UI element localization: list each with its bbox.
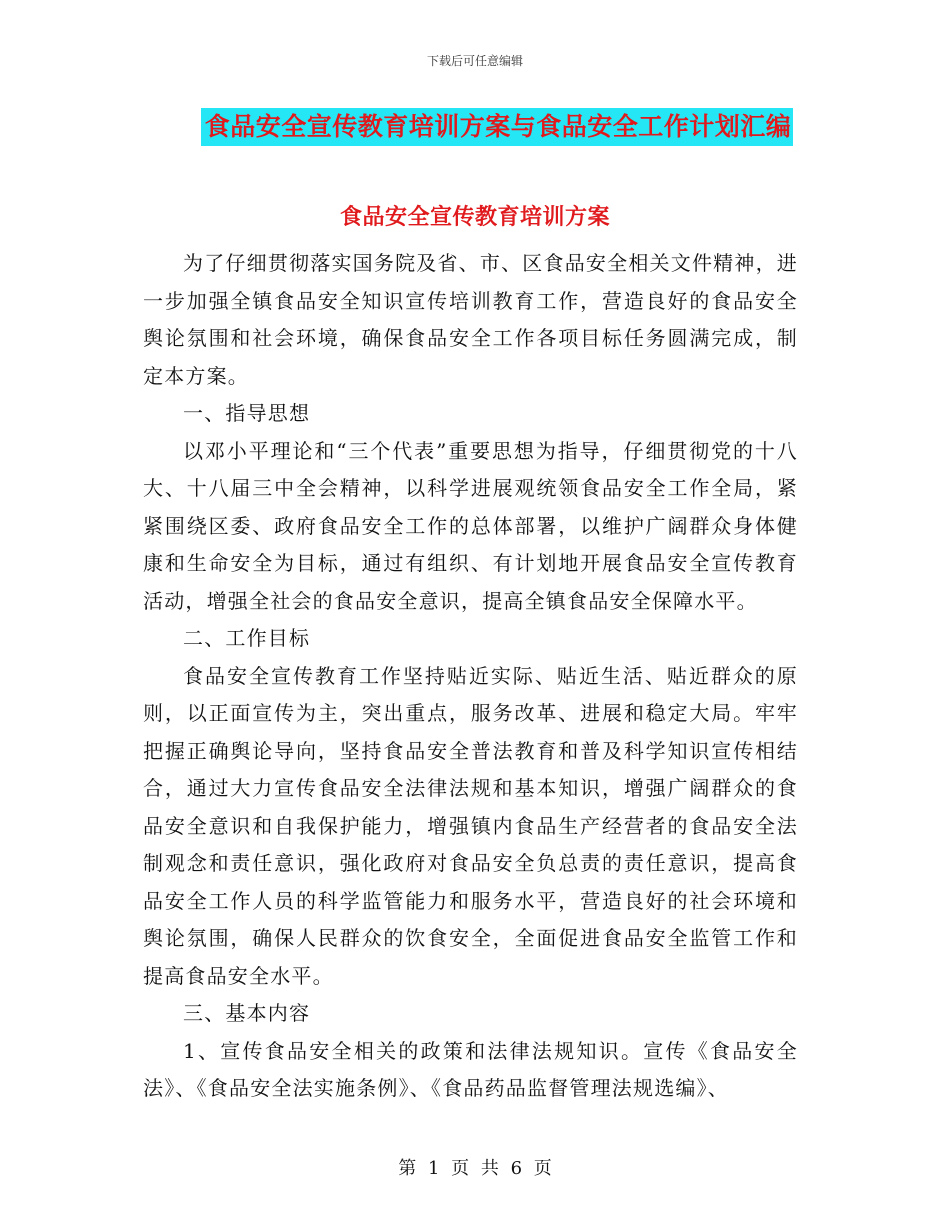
heading-basic-content: 三、基本内容	[183, 1001, 311, 1025]
page-footer: 第 1 页 共 6 页	[398, 1158, 552, 1179]
document-title	[0, 108, 950, 146]
page-header: 下载后可任意编辑	[426, 54, 523, 68]
paragraph-basic-content-1: 1、宣传食品安全相关的政策和法律法规知识。宣传《食品安全法》、《食品安全法实施条例》、《食品药品监督管理法规选编》、	[143, 1038, 798, 1100]
paragraph-guiding-ideology: 以邓小平理论和“三个代表”重要思想为指导，仔细贯彻党的十八大、十八届三中全会精神，以科学进展观统领食品安全工作全局，紧紧围绕区委、政府食品安全工作的总体部署，以维护广阔群众身体健康和生命安全为目标，通过有组织、有计划地开展食品安全宣传教育活动，增强全社会的食品安全意识，提高全镇食品安全保障水平。	[143, 438, 798, 613]
heading-guiding-ideology: 一、指导思想	[183, 401, 311, 425]
paragraph-intro: 为了仔细贯彻落实国务院及省、市、区食品安全相关文件精神，进一步加强全镇食品安全知识宣传培训教育工作，营造良好的食品安全舆论氛围和社会环境，确保食品安全工作各项目标任务圆满完成，制定本方案。	[143, 251, 798, 388]
document-title-text: 食品安全宣传教育培训方案与食品安全工作计划汇编	[201, 108, 794, 146]
heading-work-goals: 二、工作目标	[183, 626, 311, 650]
section-title: 食品安全宣传教育培训方案	[339, 205, 610, 230]
document-body	[143, 245, 798, 1108]
paragraph-work-goals: 食品安全宣传教育工作坚持贴近实际、贴近生活、贴近群众的原则，以正面宣传为主，突出重点，服务改革、进展和稳定大局。牢牢把握正确舆论导向，坚持食品安全普法教育和普及科学知识宣传相结合，通过大力宣传食品安全法律法规和基本知识，增强广阔群众的食品安全意识和自我保护能力，增强镇内食品生产经营者的食品安全法制观念和责任意识，强化政府对食品安全负总责的责任意识，提高食品安全工作人员的科学监管能力和服务水平，营造良好的社会环境和舆论氛围，确保人民群众的饮食安全，全面促进食品安全监管工作和提高食品安全水平。	[143, 663, 798, 988]
